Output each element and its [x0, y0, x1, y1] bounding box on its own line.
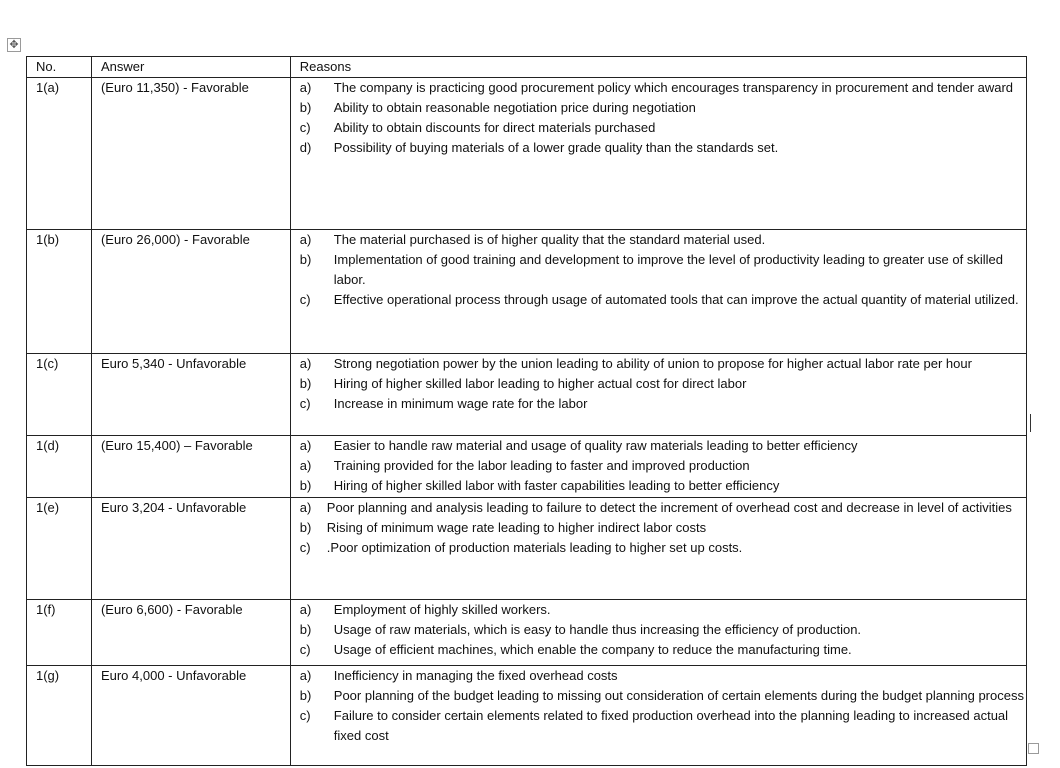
reason-item — [300, 230, 1026, 250]
row-number: 1(c) — [27, 354, 92, 436]
reason-text: Poor planning of the budget leading to missing out consideration of certain elements during the budget planning process — [333, 688, 1024, 703]
reason-text: Easier to handle raw material and usage of quality raw materials leading to better efficiency — [333, 438, 858, 453]
reason-letter: b) — [299, 688, 312, 703]
row-answer: Euro 4,000 - Unfavorable — [91, 666, 290, 766]
reason-letter: a) — [299, 356, 312, 371]
reason-text: The company is practicing good procurement policy which encourages transparency in procurement and tender award — [333, 80, 1014, 95]
reason-text: Possibility of buying materials of a lower grade quality than the standards set. — [333, 140, 779, 155]
header-no: No. — [27, 57, 92, 78]
reason-letter: a) — [299, 668, 312, 683]
table-row — [27, 498, 1027, 600]
reason-letter: c) — [299, 540, 311, 555]
row-number: 1(f) — [27, 600, 92, 666]
row-number: 1(d) — [27, 436, 92, 498]
reason-letter: b) — [299, 376, 312, 391]
reason-text: Strong negotiation power by the union leading to ability of union to propose for higher actual labor rate per hour — [333, 356, 972, 371]
reason-text: Poor planning and analysis leading to failure to detect the increment of overhead cost and decrease in level of activities — [326, 500, 1012, 515]
reason-text: Hiring of higher skilled labor with faster capabilities leading to better efficiency — [333, 478, 780, 493]
reason-item — [300, 118, 1026, 138]
reason-letter: c) — [299, 120, 311, 135]
reason-item — [300, 436, 1026, 456]
reason-item — [300, 354, 1026, 374]
reason-letter: c) — [299, 642, 311, 657]
text-cursor — [1030, 414, 1031, 432]
reason-text: Ability to obtain discounts for direct materials purchased — [333, 120, 656, 135]
row-reasons — [290, 78, 1026, 230]
row-answer: (Euro 26,000) - Favorable — [91, 230, 290, 354]
reason-letter: c) — [299, 708, 311, 723]
reason-item — [300, 600, 1026, 620]
reason-item — [300, 374, 1026, 394]
header-row — [27, 57, 1027, 78]
row-reasons — [290, 666, 1026, 766]
table-row — [27, 600, 1027, 666]
header-reasons: Reasons — [290, 57, 1026, 78]
reason-letter: b) — [299, 478, 312, 493]
table-row — [27, 78, 1027, 230]
reason-text: Ability to obtain reasonable negotiation price during negotiation — [333, 100, 696, 115]
reason-item — [300, 538, 1026, 558]
row-reasons — [290, 498, 1026, 600]
reason-letter: b) — [299, 100, 312, 115]
reason-letter: d) — [299, 140, 312, 155]
row-answer: Euro 5,340 - Unfavorable — [91, 354, 290, 436]
reason-text: The material purchased is of higher quality that the standard material used. — [333, 232, 766, 247]
reason-text: Rising of minimum wage rate leading to higher indirect labor costs — [326, 520, 707, 535]
reason-letter: a) — [299, 438, 312, 453]
reason-letter: c) — [299, 396, 311, 411]
reason-item — [300, 686, 1026, 706]
row-answer: (Euro 6,600) - Favorable — [91, 600, 290, 666]
reason-text: Hiring of higher skilled labor leading to higher actual cost for direct labor — [333, 376, 747, 391]
reason-text: Effective operational process through usage of automated tools that can improve the actual quantity of material utilized. — [333, 292, 1019, 307]
reason-item — [300, 394, 1026, 414]
table-resize-handle[interactable] — [1028, 743, 1039, 754]
row-answer: Euro 3,204 - Unfavorable — [91, 498, 290, 600]
row-number: 1(e) — [27, 498, 92, 600]
reason-item — [300, 476, 1026, 496]
reason-letter: a) — [299, 602, 312, 617]
row-number: 1(a) — [27, 78, 92, 230]
row-reasons — [290, 436, 1026, 498]
row-number: 1(b) — [27, 230, 92, 354]
reason-text: Failure to consider certain elements related to fixed production overhead into the planning leading to increased actual fixed cost — [333, 708, 1009, 743]
row-reasons — [290, 600, 1026, 666]
reason-item — [300, 78, 1026, 98]
reason-text: .Poor optimization of production materials leading to higher set up costs. — [326, 540, 743, 555]
header-answer: Answer — [91, 57, 290, 78]
table-row — [27, 230, 1027, 354]
row-reasons — [290, 230, 1026, 354]
row-number: 1(g) — [27, 666, 92, 766]
reason-item — [300, 250, 1026, 290]
reason-item — [300, 290, 1026, 310]
reason-letter: a) — [299, 232, 312, 247]
row-answer: (Euro 15,400) – Favorable — [91, 436, 290, 498]
reason-letter: b) — [299, 622, 312, 637]
reason-text: Implementation of good training and development to improve the level of productivity leading to greater use of skilled labor. — [333, 252, 1003, 287]
reason-item — [300, 518, 1026, 538]
reason-text: Usage of raw materials, which is easy to handle thus increasing the efficiency of production. — [333, 622, 862, 637]
reason-item — [300, 138, 1026, 158]
row-answer: (Euro 11,350) - Favorable — [91, 78, 290, 230]
reason-letter: a) — [299, 80, 312, 95]
reason-item — [300, 498, 1026, 518]
table-move-handle[interactable]: ✥ — [7, 38, 21, 52]
reason-text: Usage of efficient machines, which enable the company to reduce the manufacturing time. — [333, 642, 852, 657]
reason-letter: b) — [299, 520, 312, 535]
row-reasons — [290, 354, 1026, 436]
reason-letter: a) — [299, 458, 312, 473]
reason-text: Employment of highly skilled workers. — [333, 602, 551, 617]
reason-item — [300, 98, 1026, 118]
table-row — [27, 436, 1027, 498]
table-row — [27, 666, 1027, 766]
reason-letter: c) — [299, 292, 311, 307]
reason-letter: b) — [299, 252, 312, 267]
reason-item — [300, 706, 1026, 746]
reason-text: Inefficiency in managing the fixed overhead costs — [333, 668, 618, 683]
reason-item — [300, 666, 1026, 686]
reason-item — [300, 620, 1026, 640]
reason-letter: a) — [299, 500, 312, 515]
reason-text: Training provided for the labor leading to faster and improved production — [333, 458, 750, 473]
table-row — [27, 354, 1027, 436]
reason-item — [300, 640, 1026, 660]
reason-text: Increase in minimum wage rate for the labor — [333, 396, 588, 411]
variance-table — [26, 56, 1027, 766]
reason-item — [300, 456, 1026, 476]
